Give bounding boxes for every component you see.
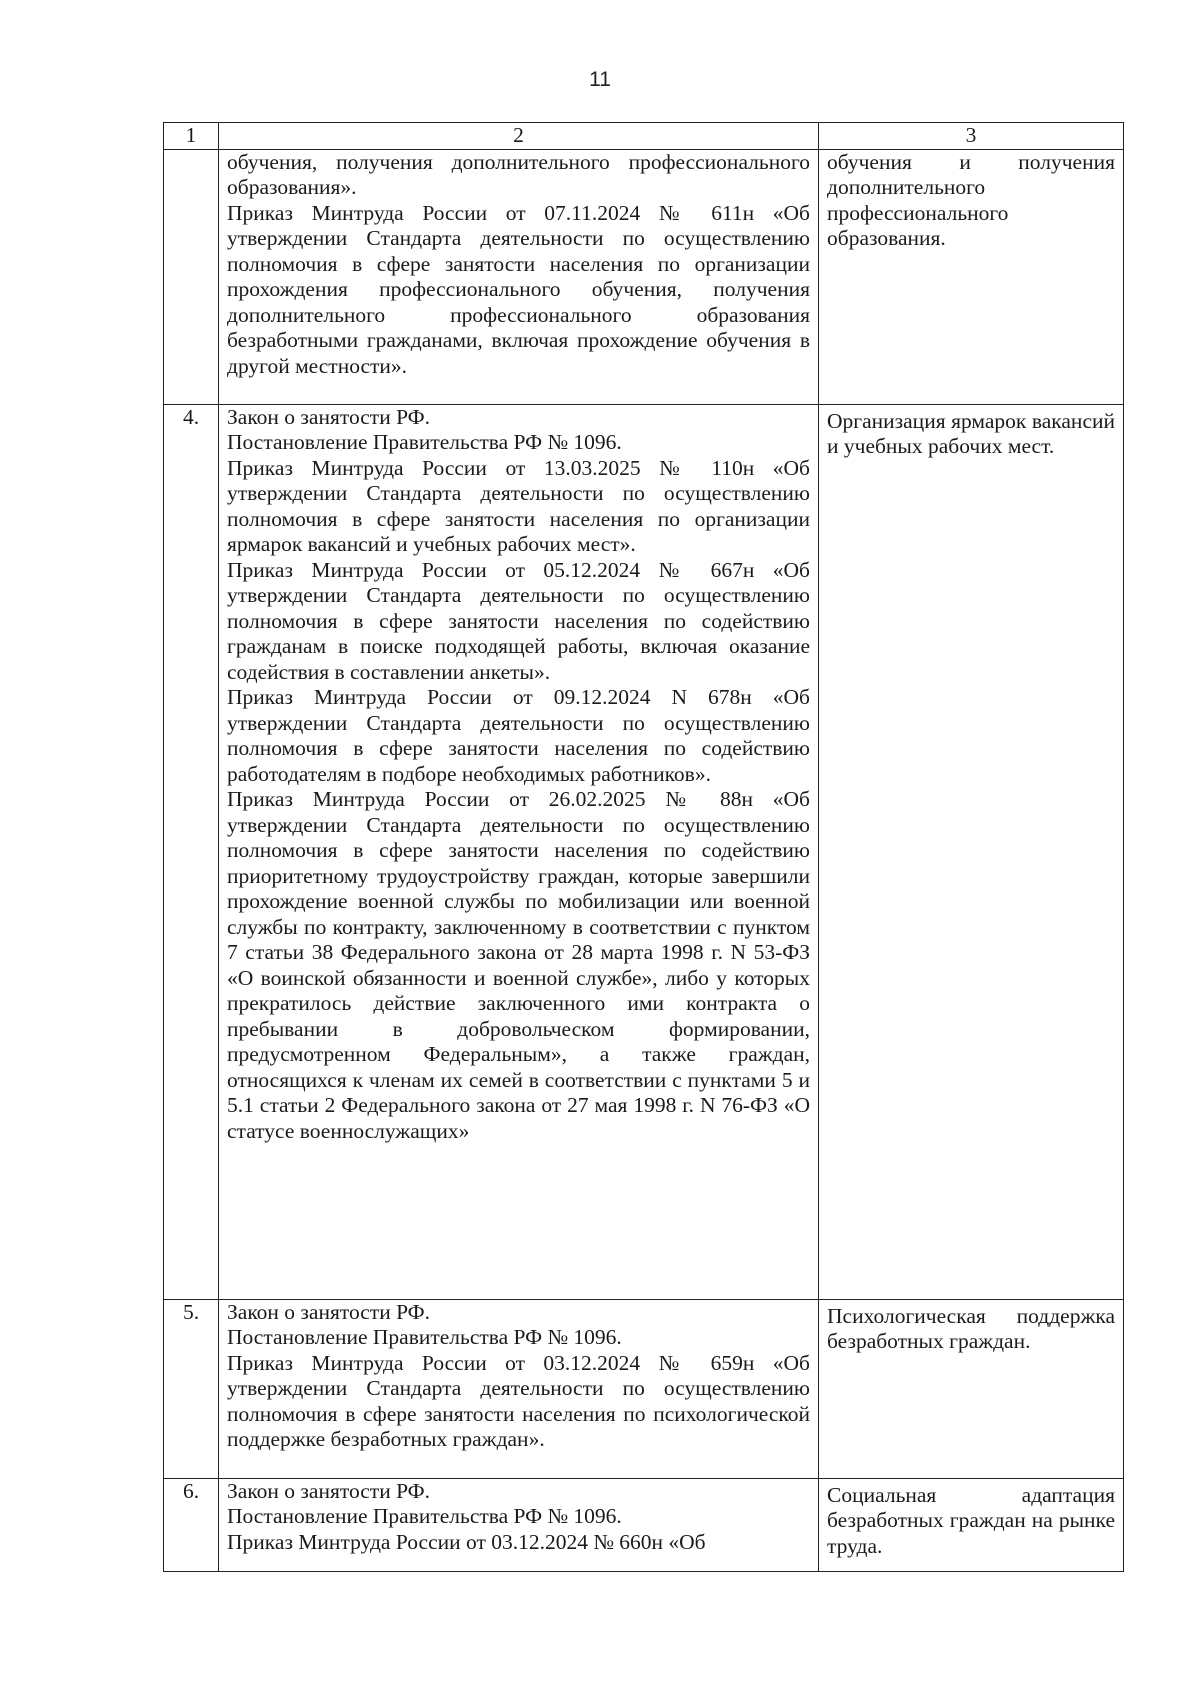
service-name: Социальная адаптация безработных граждан на рынке труда. <box>827 1482 1115 1558</box>
row-number <box>164 149 219 404</box>
service-name: обучения и получения дополнительного профессионального образования. <box>827 149 1115 250</box>
act-paragraph: Приказ Минтруда России от 07.11.2024 № 611н «Об утверждении Стандарта деятельности по осуществлению полномочия в сфере занятости населения по организации прохождения профессионального обучения, получения дополнительного профессионального образования безработными гражданами, включая прохождение обучения в другой местности». <box>227 200 810 378</box>
act-paragraph: Приказ Минтруда России от 09.12.2024 N 678н «Об утверждении Стандарта деятельности по осуществлению полномочия в сфере занятости населения по содействию работодателям в подборе необходимых работников». <box>227 685 810 786</box>
legal-acts-cell <box>219 1299 819 1478</box>
row-number: 6. <box>164 1478 219 1571</box>
service-name-cell <box>819 1478 1124 1571</box>
act-paragraph: Приказ Минтруда России от 03.12.2024 № 659н «Об утверждении Стандарта деятельности по осуществлению полномочия в сфере занятости населения по психологической поддержке безработных граждан». <box>227 1350 810 1451</box>
legal-acts-cell <box>219 1478 819 1571</box>
legal-acts-cell <box>219 149 819 404</box>
service-name-cell <box>819 149 1124 404</box>
service-name-cell <box>819 404 1124 1299</box>
table-row <box>164 149 1124 404</box>
table-header-row <box>164 123 1124 150</box>
header-cell-3: 3 <box>819 123 1124 150</box>
act-paragraph: Постановление Правительства РФ № 1096. <box>227 430 622 454</box>
act-paragraph: Приказ Минтруда России от 05.12.2024 № 667н «Об утверждении Стандарта деятельности по осуществлению полномочия в сфере занятости населения по содействию гражданам в поиске подходящей работы, включая оказание содействия в составлении анкеты». <box>227 557 810 684</box>
act-paragraph: Закон о занятости РФ. <box>227 404 431 429</box>
row-number: 5. <box>164 1299 219 1478</box>
act-paragraph: Приказ Минтруда России от 13.03.2025 № 110н «Об утверждении Стандарта деятельности по осуществлению полномочия в сфере занятости населения по организации ярмарок вакансий и учебных рабочих мест». <box>227 455 810 556</box>
table-row <box>164 1478 1124 1571</box>
service-name: Организация ярмарок вакансий и учебных рабочих мест. <box>827 408 1115 458</box>
header-cell-1: 1 <box>164 123 219 150</box>
table-row <box>164 1299 1124 1478</box>
legal-acts-cell <box>219 404 819 1299</box>
act-paragraph: Приказ Минтруда России от 03.12.2024 № 660н «Об <box>227 1529 706 1554</box>
act-paragraph: обучения, получения дополнительного профессионального образования». <box>227 149 810 199</box>
row-number: 4. <box>164 404 219 1299</box>
page-number: 11 <box>589 68 611 91</box>
act-paragraph: Закон о занятости РФ. <box>227 1299 431 1324</box>
legal-basis-table <box>163 122 1124 1572</box>
service-name: Психологическая поддержка безработных граждан. <box>827 1303 1115 1353</box>
act-paragraph: Постановление Правительства РФ № 1096. <box>227 1325 622 1349</box>
act-paragraph: Закон о занятости РФ. <box>227 1478 431 1503</box>
service-name-cell <box>819 1299 1124 1478</box>
header-cell-2: 2 <box>219 123 819 150</box>
act-paragraph: Приказ Минтруда России от 26.02.2025 № 88н «Об утверждении Стандарта деятельности по осуществлению полномочия в сфере занятости населения по содействию приоритетному трудоустройству граждан, которые завершили прохождение военной службы по мобилизации или военной службы по контракту, заключенному в соответствии с пунктом 7 статьи 38 Федерального закона от 28 марта 1998 г. N 53-ФЗ «О воинской обязанности и военной службе», либо у которых прекратилось действие заключенного ими контракта о пребывании в добровольческом формировании, предусмотренном Федеральным», а также граждан, относящихся к членам их семей в соответствии с пунктами 5 и 5.1 статьи 2 Федерального закона от 27 мая 1998 г. N 76-ФЗ «О статусе военнослужащих» <box>227 787 810 1143</box>
table-row <box>164 404 1124 1299</box>
act-paragraph: Постановление Правительства РФ № 1096. <box>227 1504 622 1528</box>
